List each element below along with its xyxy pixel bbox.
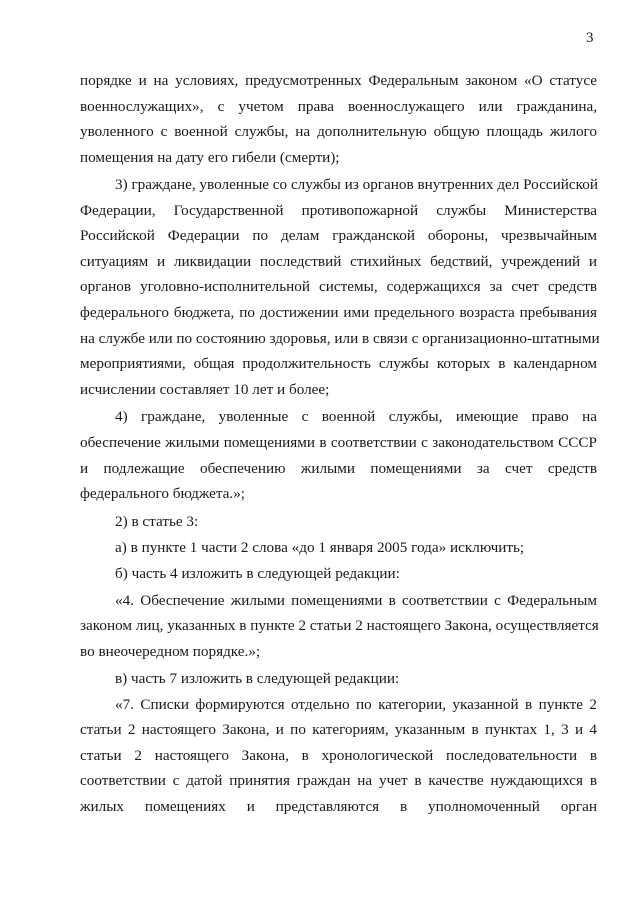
text-line: статьи 2 настоящего Закона, и по категориям, указанным в пунктах 1, 3 и 4 (80, 721, 597, 738)
text-line: уволенного с военной службы, на дополнительную общую площадь жилого (80, 123, 597, 140)
text-line: законом лиц, указанных в пункте 2 статьи 2 настоящего Закона, осуществляется (80, 617, 599, 634)
text-line: федерального бюджета.»; (80, 485, 246, 502)
text-line: соответствии с датой принятия граждан на учет в качестве нуждающихся в (80, 772, 597, 789)
text-line: и подлежащие обеспечению жилыми помещениями за счет средств (80, 460, 597, 477)
text-line: статьи 2 настоящего Закона, в хронологической последовательности в (80, 747, 597, 764)
text-line: в) часть 7 изложить в следующей редакции: (115, 670, 400, 687)
page-number: 3 (586, 30, 594, 46)
text-line: ситуациям и ликвидации последствий стихийных бедствий, учреждений и (80, 253, 597, 270)
text-line: на службе или по состоянию здоровья, или в связи с организационно-штатными (80, 330, 600, 347)
text-line: обеспечение жилыми помещениями в соответствии с законодательством СССР (80, 434, 597, 451)
text-line: б) часть 4 изложить в следующей редакции: (115, 565, 400, 582)
text-line: исчислении составляет 10 лет и более; (80, 381, 330, 398)
text-line: а) в пункте 1 части 2 слова «до 1 января 2005 года» исключить; (115, 539, 525, 556)
text-line: военнослужащих», с учетом права военнослужащего или гражданина, (80, 98, 597, 115)
text-line: помещения на дату его гибели (смерти); (80, 149, 340, 166)
text-line: 2) в статье 3: (115, 513, 199, 530)
text-line: Федерации, Государственной противопожарной службы Министерства (80, 202, 597, 219)
text-line: порядке и на условиях, предусмотренных Федеральным законом «О статусе (80, 72, 597, 89)
text-line: Российской Федерации по делам гражданской обороны, чрезвычайным (80, 227, 597, 244)
text-line: 4) граждане, уволенные с военной службы, имеющие право на (115, 408, 597, 425)
text-line: мероприятиями, общая продолжительность службы которых в календарном (80, 355, 597, 372)
text-line: «7. Списки формируются отдельно по категории, указанной в пункте 2 (115, 696, 597, 713)
text-line: «4. Обеспечение жилыми помещениями в соответствии с Федеральным (115, 592, 597, 609)
text-line: 3) граждане, уволенные со службы из органов внутренних дел Российской (115, 176, 598, 193)
text-line: федерального бюджета, по достижении ими предельного возраста пребывания (80, 304, 597, 321)
text-line: органов уголовно-исполнительной системы, содержащихся за счет средств (80, 278, 597, 295)
text-line: во внеочередном порядке.»; (80, 643, 261, 660)
text-line: жилых помещениях и представляются в уполномоченный орган (80, 798, 597, 815)
